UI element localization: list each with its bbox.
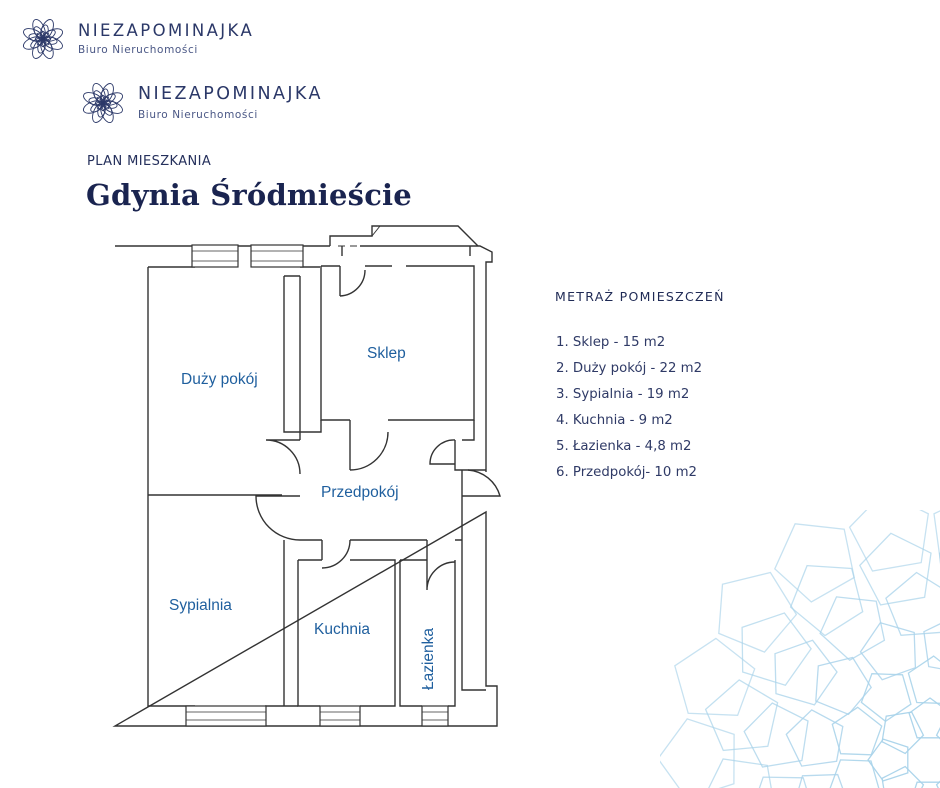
- decor-polygon: [832, 707, 881, 755]
- area-item: 4. Kuchnia - 9 m2: [556, 413, 673, 428]
- room-label-sypialnia: Sypialnia: [169, 597, 232, 614]
- decor-polygon: [793, 775, 850, 788]
- decor-polygon: [861, 674, 911, 722]
- door: [256, 496, 300, 540]
- decor-polygon: [886, 573, 940, 636]
- decor-polygon: [860, 533, 931, 605]
- decor-polygon: [861, 623, 916, 680]
- room-label-duzy-pokoj: Duży pokój: [181, 371, 258, 388]
- brand-name: NIEZAPOMINAJKA: [78, 20, 255, 40]
- decorative-mandala-icon: [660, 510, 940, 788]
- decor-polygon: [820, 597, 884, 660]
- window: [192, 245, 238, 267]
- door: [266, 440, 300, 474]
- window: [320, 706, 360, 726]
- decor-polygon: [719, 573, 797, 653]
- room-label-sklep: Sklep: [367, 345, 406, 362]
- decor-polygon: [934, 510, 940, 572]
- area-list: [556, 333, 702, 489]
- decor-polygon: [924, 616, 940, 673]
- plan-title: Gdynia Śródmieście: [86, 178, 412, 212]
- window: [422, 706, 448, 726]
- outer-wall: [115, 246, 497, 726]
- decor-polygon: [775, 640, 837, 705]
- door: [350, 420, 388, 470]
- decor-polygon: [850, 510, 929, 571]
- decor-polygon: [791, 566, 863, 636]
- bay-window: [372, 226, 380, 236]
- decor-polygon: [660, 719, 734, 788]
- door: [462, 470, 500, 496]
- area-item: 3. Sypialnia - 19 m2: [556, 387, 690, 402]
- plan-label: PLAN MIESZKANIA: [87, 154, 212, 169]
- area-heading: METRAŻ POMIESZCZEŃ: [555, 289, 725, 304]
- decor-polygon: [744, 703, 808, 767]
- decor-polygon: [882, 712, 923, 753]
- brand-name: NIEZAPOMINAJKA: [138, 84, 323, 104]
- area-item: 2. Duży pokój - 22 m2: [556, 361, 703, 376]
- wall: [148, 267, 320, 706]
- door: [340, 266, 365, 296]
- decor-polygon: [937, 712, 940, 753]
- room-label-przedpokoj: Przedpokój: [321, 484, 399, 501]
- decor-polygon: [786, 710, 843, 766]
- door: [322, 540, 350, 568]
- area-item: 5. Łazienka - 4,8 m2: [556, 439, 692, 454]
- decor-polygon: [909, 782, 940, 788]
- decor-polygon: [830, 760, 879, 788]
- window: [251, 245, 303, 267]
- bay-window: [330, 226, 478, 256]
- decor-polygon: [937, 767, 940, 788]
- decor-polygon: [908, 656, 940, 704]
- brand-subtitle: Biuro Nieruchomości: [138, 108, 258, 121]
- wall: [321, 266, 474, 420]
- area-item: 1. Sklep - 15 m2: [556, 335, 666, 350]
- window: [186, 706, 266, 726]
- decor-polygon: [703, 759, 775, 788]
- area-item: 6. Przedpokój- 10 m2: [556, 465, 697, 480]
- door: [427, 540, 455, 590]
- decor-polygon: [775, 524, 854, 602]
- decor-polygon: [750, 777, 815, 788]
- room-label-kuchnia: Kuchnia: [314, 621, 371, 638]
- decor-polygon: [909, 698, 940, 738]
- door: [430, 440, 455, 464]
- brand-subtitle: Biuro Nieruchomości: [78, 44, 198, 56]
- room-label-lazienka: Łazienka: [420, 627, 437, 690]
- decor-polygon: [706, 680, 778, 751]
- decor-polygon: [816, 658, 871, 715]
- decor-polygon: [882, 767, 923, 788]
